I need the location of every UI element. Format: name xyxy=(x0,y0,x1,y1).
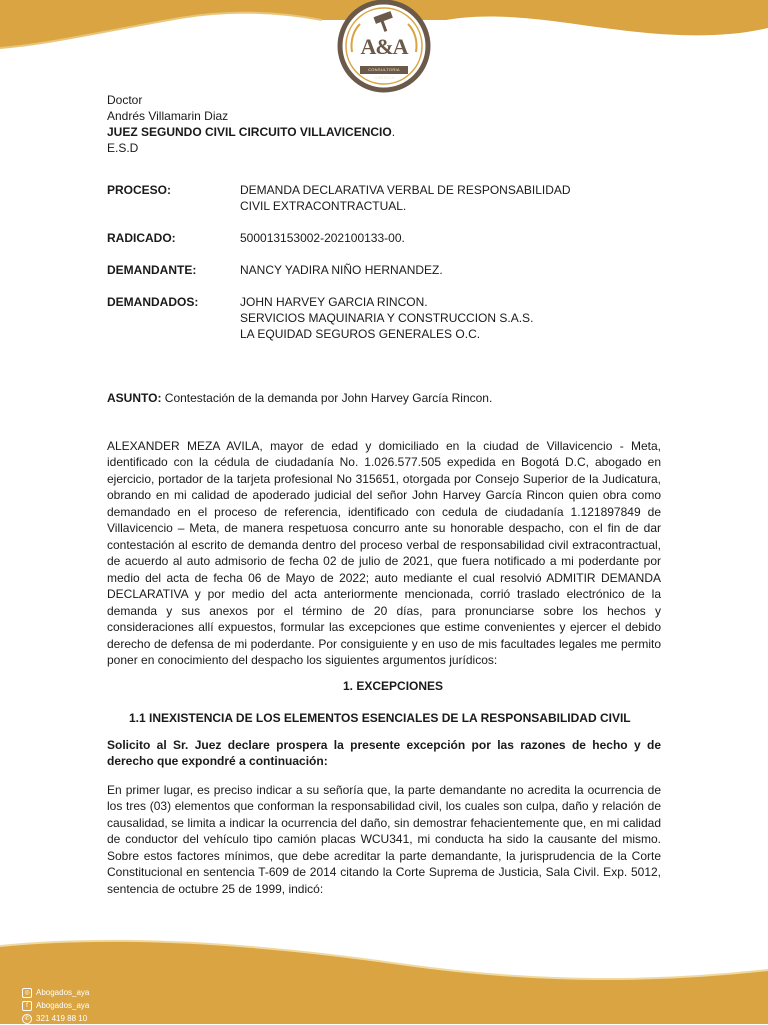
field-proceso xyxy=(107,182,661,214)
field-radicado-value: 500013153002-202100133-00. xyxy=(240,231,405,245)
field-demandante-label: DEMANDANTE: xyxy=(107,263,197,277)
field-demandados-line3: LA EQUIDAD SEGUROS GENERALES O.C. xyxy=(240,327,481,341)
field-proceso-label: PROCESO: xyxy=(107,183,172,197)
bottom-gold-wave xyxy=(0,934,768,1024)
body-paragraph-1: ALEXANDER MEZA AVILA, mayor de edad y domiciliado en la ciudad de Villavicencio - Meta, identificado con la cédula de ciudadanía No. 1.026.577.505 expedida en Bogotá D.C, abogado en ejercicio, portador de la tarjeta profesional No 315651, otorgada por Consejo Superior de la Judicatura, obrando en mi calidad de apoderado judicial del señor John Harvey García Rincon quien obra como demandado en el proceso de referencia, identificado con cedula de ciudadanía 1.121897849 de Villavicencio – Meta, de manera respetuosa concurro ante su honorable despacho, con el fin de dar contestación al escrito de demanda dentro del proceso verbal de responsabilidad civil extracontractual, de acuerdo al auto admisorio de fecha 02 de julio de 2021, que fuera notificado a mi poderdante por medio del acta de fecha 06 de Mayo de 2022; auto mediante el cual resolvió ADMITIR DEMANDA DECLARATIVA y por medio del acta anteriormente mencionada, corrió traslado electrónico de la demanda y sus anexos por el término de 20 días, para pronunciarse sobre los hechos y consideraciones allí expuestos, formular las excepciones que estime convenientes y ejercer el debido derecho de defensa de mi poderdante. Por consiguiente y en uso de mis facultades legales me permito poner en conocimiento del despacho los siguientes argumentos jurídicos: xyxy=(107,438,661,667)
section-heading-1-1: 1.1 INEXISTENCIA DE LOS ELEMENTOS ESENCIALES DE LA RESPONSABILIDAD CIVIL xyxy=(129,710,631,725)
facebook-icon: f xyxy=(22,1001,32,1011)
footer-instagram[interactable]: ◎ Abogados_aya xyxy=(22,986,89,999)
footer-facebook[interactable]: f Abogados_aya xyxy=(22,999,89,1012)
field-demandados-line2: SERVICIOS MAQUINARIA Y CONSTRUCCION S.A.S. xyxy=(240,311,534,325)
field-demandados xyxy=(107,294,661,342)
letter-body xyxy=(107,92,661,897)
field-demandante-value: NANCY YADIRA NIÑO HERNANDEZ. xyxy=(240,263,443,277)
recipient-esd: E.S.D xyxy=(107,141,139,155)
recipient-name: Andrés Villamarin Diaz xyxy=(107,109,229,123)
logo-subtitle: CONSULTORIA JURIDICA xyxy=(360,66,408,74)
firm-logo xyxy=(322,0,446,100)
recipient-salutation: Doctor xyxy=(107,93,143,107)
solicito-paragraph: Solicito al Sr. Juez declare prospera la presente excepción por las razones de hecho y de derecho que expondré a continuación: xyxy=(107,737,661,768)
field-radicado-label: RADICADO: xyxy=(107,231,176,245)
asunto-line xyxy=(107,390,661,407)
field-demandados-label: DEMANDADOS: xyxy=(107,295,199,309)
whatsapp-icon: ✆ xyxy=(22,1014,32,1024)
field-proceso-line1: DEMANDA DECLARATIVA VERBAL DE RESPONSABILIDAD xyxy=(240,183,571,197)
asunto-label: ASUNTO: xyxy=(107,391,162,405)
body-paragraph-2: En primer lugar, es preciso indicar a su señoría que, la parte demandante no acredita la ocurrencia de los tres (03) elementos que conforman la responsabilidad civil, los cuales son culpa, daño y relación de causalidad, se limita a indicar la ocurrencia del daño, sin demostrar fehacientemente que, en mi calidad de conductor del vehículo tipo camión placas WCU341, mi conducta ha sido la causante del mismo. Sobre estos factores mínimos, que debe acreditar la parte demandante, la jurisprudencia de la Corte Constitucional en sentencia T-609 de 2014 citando la Corte Suprema de Justicia, Sala Civil. Exp. 5012, sentencia de octubre 25 de 1999, indicó: xyxy=(107,782,661,896)
section-heading-excepciones: 1. EXCEPCIONES xyxy=(343,678,444,693)
footer-contacts xyxy=(22,986,89,1025)
logo-monogram: A&A xyxy=(360,34,408,59)
recipient-block xyxy=(107,92,661,156)
field-radicado xyxy=(107,230,661,246)
asunto-text: Contestación de la demanda por John Harvey García Rincon. xyxy=(161,391,493,405)
instagram-icon: ◎ xyxy=(22,988,32,998)
recipient-court: JUEZ SEGUNDO CIVIL CIRCUITO VILLAVICENCIO. xyxy=(107,125,396,139)
field-demandante xyxy=(107,262,661,278)
field-demandados-line1: JOHN HARVEY GARCIA RINCON. xyxy=(240,295,428,309)
field-proceso-line2: CIVIL EXTRACONTRACTUAL. xyxy=(240,199,407,213)
footer-phone[interactable]: ✆ 321 419 88 10 xyxy=(22,1012,89,1025)
